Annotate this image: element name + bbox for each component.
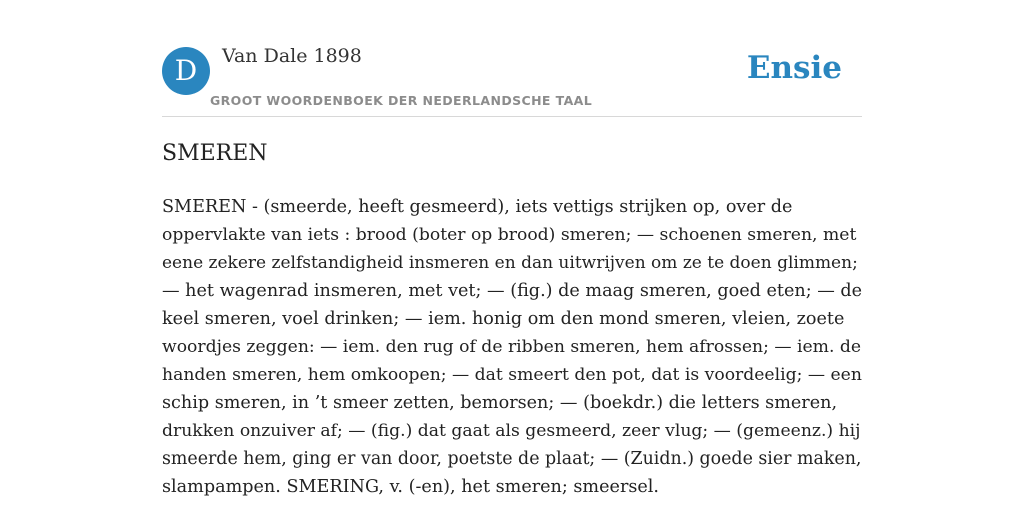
definition-line: woordjes zeggen: — iem. den rug of de ribben smeren, hem afrossen; — iem. de (162, 337, 862, 357)
definition-line: schip smeren, in ’t smeer zetten, bemorsen; — (boekdr.) die letters smeren, (162, 393, 838, 413)
entry-title: SMEREN (162, 141, 268, 166)
dictionary-avatar[interactable]: D (162, 47, 210, 95)
definition-line: oppervlakte van iets : brood (boter op brood) smeren; — schoenen smeren, met (162, 225, 857, 245)
definition-line: eene zekere zelfstandigheid insmeren en dan uitwrijven om ze te doen glimmen; (162, 253, 858, 273)
definition-line: handen smeren, hem omkoopen; — dat smeert den pot, dat is voordeelig; — een (162, 365, 862, 385)
definition-line: slampampen. SMERING, v. (-en), het smeren; smeersel. (162, 477, 660, 497)
definition-line: SMEREN - (smeerde, heeft gesmeerd), iets vettigs strijken op, over de (162, 197, 793, 217)
brand-logo-link[interactable]: Ensie (746, 50, 842, 86)
definition-line: drukken onzuiver af; — (fig.) dat gaat als gesmeerd, zeer vlug; — (gemeenz.) hij (162, 421, 861, 441)
definition-line: smeerde hem, ging er van door, poetste de plaat; — (Zuidn.) goede sier maken, (162, 449, 862, 469)
dictionary-subtitle: GROOT WOORDENBOEK DER NEDERLANDSCHE TAAL (210, 93, 593, 108)
definition-line: — het wagenrad insmeren, met vet; — (fig.) de maag smeren, goed eten; — de (162, 281, 863, 301)
definition-line: keel smeren, voel drinken; — iem. honig om den mond smeren, vleien, zoete (162, 309, 845, 329)
dictionary-name-link[interactable]: Van Dale 1898 (222, 45, 362, 67)
dictionary-header (162, 0, 862, 117)
entry-definition (162, 193, 862, 501)
